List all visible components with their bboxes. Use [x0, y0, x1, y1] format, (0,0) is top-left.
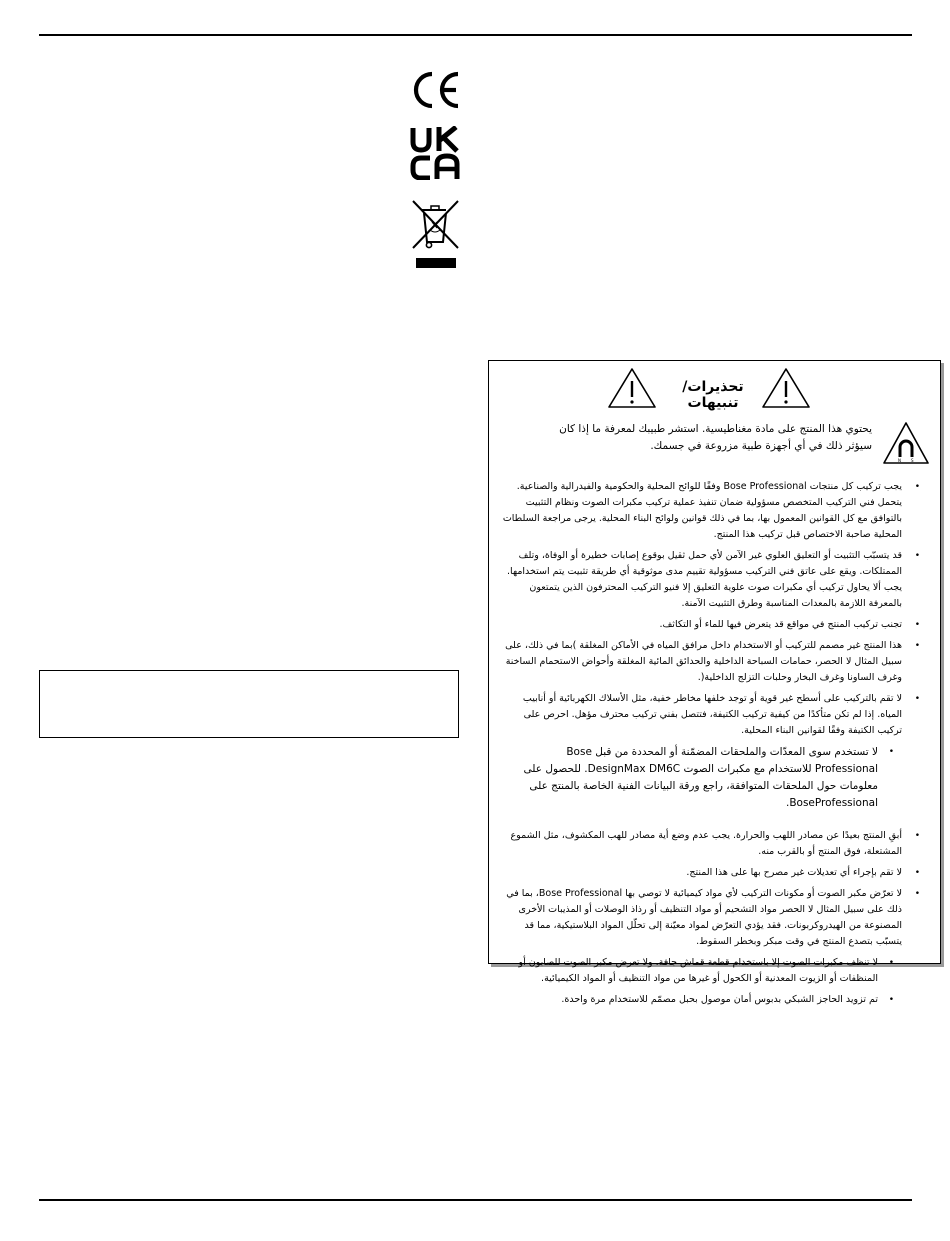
svg-text:N: N — [898, 458, 901, 463]
bullet: • — [914, 868, 920, 878]
list-item — [501, 638, 928, 686]
list-item — [501, 479, 928, 543]
warnings-title: تحذيرات/تنبيهات — [682, 379, 744, 411]
magnet-warning — [499, 419, 930, 471]
bullet: • — [914, 641, 920, 651]
list-item — [501, 828, 928, 860]
bullet: • — [914, 482, 920, 492]
list-item-text: لا تقم بإجراء أي تعديلات غير مصرح بها على هذا المنتج. — [686, 867, 902, 878]
empty-text-box — [39, 670, 459, 738]
list-item — [501, 691, 928, 739]
list-item-text: يجب تركيب كل منتجات Bose Professional وفقًا للوائح المحلية والحكومية والفيدرالية والصناعية. يتحمل فني التركيب المتخصص مسؤولية ضمان تنفيذ عملية تركيب مكبرات الصوت ونظام التثبيت بالتوافق مع كل القوانين المعمول بها، بما في ذلك قوانين ولوائح البناء المحلية. يرجى مراجعة السلطات المحلية صاحبة الاختصاص قبل تركيب هذا المنتج. — [502, 481, 902, 540]
list-item-text: أبقِ المنتج بعيدًا عن مصادر اللهب والحرارة. يجب عدم وضع أية مصادر للهب المكشوف، مثل الشموع المشتعلة، فوق المنتج أو بالقرب منه. — [510, 830, 902, 857]
warning-triangle-icon — [607, 367, 657, 409]
warnings-list — [501, 479, 928, 1013]
list-item-text: لا تقم بالتركيب على أسطح غير قوية أو توجد خلفها مخاطر خفية، مثل الأسلاك الكهربائية أو أنابيب المياه. إذا لم تكن متأكدًا من كيفية تركيب الكتيفة، فتتصل بفني تركيب محترف مؤهل. احرص على تركيب الكتيفة وفقًا لقوانين البناء المحلية. — [522, 693, 902, 736]
weee-bin-icon — [412, 200, 460, 274]
bullet: • — [914, 551, 920, 561]
list-item-text: قد يتسبّب التثبيت أو التعليق العلوي غير الآمن لأي حمل ثقيل بوقوع إصابات خطيرة أو الوفاة، وتلف الممتلكات. ويقع على عاتق فني التركيب مسؤولية تقييم مدى موثوقية أي طريقة تثبيت يتم استخدامها. يجب ألا يحاول تركيب أي مكبرات صوت علوية التعليق إلا فنيو التركيب المحترفون الذين يتمتعون بالمعرفة اللازمة بالمعدات المناسبة وطرق التثبيت الآمنة. — [507, 550, 902, 609]
ukca-mark-icon — [410, 126, 462, 180]
list-item — [501, 617, 928, 633]
warning-triangle-icon — [761, 367, 811, 409]
bullet: • — [914, 831, 920, 841]
list-item — [501, 992, 928, 1008]
bottom-rule — [39, 1199, 912, 1201]
list-item-text: لا تعرّض مكبر الصوت أو مكونات التركيب لأي مواد كيميائية لا توصي بها Bose Professional، بما في ذلك على سبيل المثال لا الحصر مواد التشحيم أو مواد التنظيف أو رذاذ الوصلات أو المذيبات الأخرى المصنوعة من الهيدروكربونات. فقد يؤدي التعرّض لمواد معيّنة إلى تحلّل المواد البلاستيكية، مما قد يتسبّب بتصدع المنتج في وقت مبكر وبخطر السقوط. — [506, 888, 902, 947]
list-item-text: تجنب تركيب المنتج في مواقع قد يتعرض فيها للماء أو التكاثف. — [659, 619, 902, 630]
bullet: • — [914, 620, 920, 630]
ce-mark-icon — [410, 70, 462, 110]
list-item-text: لا تنظف مكبرات الصوت إلا باستخدام قطعة قماش جافة. ولا تعرض مكبر الصوت للصابون أو المنظفات أو الزيوت المعدنية أو الكحول أو غيرها من مواد التنظيف أو المواد الكيميائية. — [518, 957, 878, 984]
warnings-header — [489, 367, 940, 409]
list-item-text: لا تستخدم سوى المعدّات والملحقات المضمّنة أو المحددة من قبل Bose Professional للاستخدام مع مكبرات الصوت DesignMax DM6C. للحصول على معلومات حول الملحقات المتوافقة، راجع ورقة البيانات الفنية الخاصة بالمنتج على BoseProfessional. — [523, 746, 878, 809]
bullet: • — [888, 747, 894, 757]
list-item — [501, 955, 928, 987]
bullet: • — [914, 694, 920, 704]
top-rule — [39, 34, 912, 36]
bullet: • — [914, 889, 920, 899]
list-item — [501, 744, 928, 812]
magnet-warning-text: يحتوي هذا المنتج على مادة مغناطيسية. استشر طبيبك لمعرفة ما إذا كان سيؤثر ذلك في أي أجهزة طبية مزروعة في جسمك. — [559, 423, 872, 452]
list-item-text: هذا المنتج غير مصمم للتركيب أو الاستخدام داخل مرافق المياه في الأماكن المغلقة )بما في ذلك، على سبيل المثال لا الحصر، حمامات السباحة الداخلية والحدائق المائية المغلقة وأحواض الاستحمام الساخنة وغرف الساونا وغرف البخار وحلبات التزلج الداخلية(. — [505, 640, 902, 683]
bullet: • — [888, 958, 894, 968]
list-item — [501, 548, 928, 612]
bullet: • — [888, 995, 894, 1005]
warnings-box — [488, 360, 941, 1005]
svg-text:S: S — [911, 458, 914, 463]
list-item — [501, 865, 928, 881]
magnet-warning-icon — [882, 421, 930, 465]
list-item-text: تم تزويد الحاجز الشبكي بدبوس أمان موصول بحبل مصمّم للاستخدام مرة واحدة. — [561, 994, 878, 1005]
list-item — [501, 886, 928, 950]
